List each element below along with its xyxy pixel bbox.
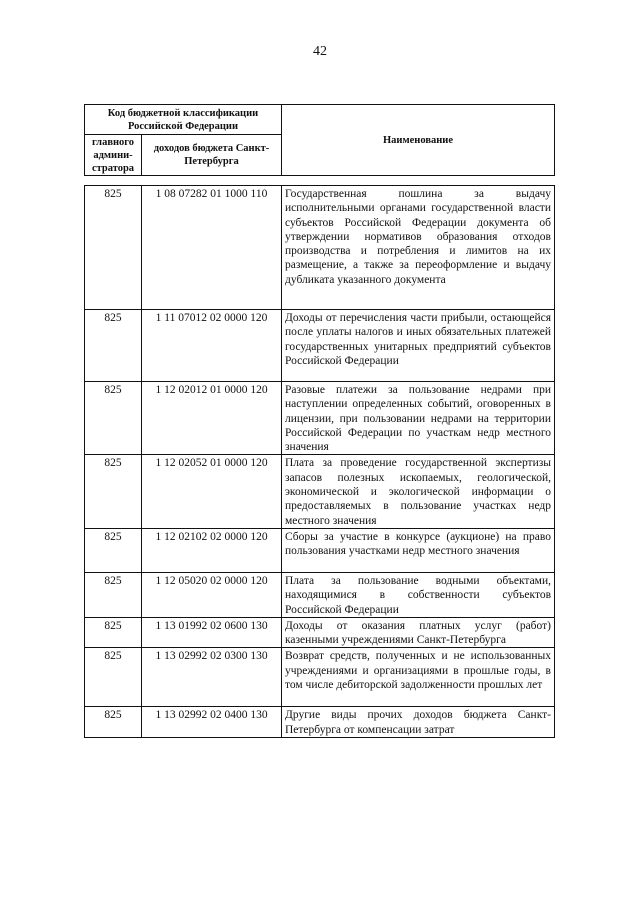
admin-code-cell: 825 [85, 528, 142, 572]
revenue-code-cell: 1 11 07012 02 0000 120 [142, 310, 282, 382]
admin-code-cell: 825 [85, 572, 142, 617]
name-cell: Государственная пошлина за выдачу исполнительными органами государственной власти субъектов Российской Федерации документа об утверждении нормативов образования отходов производства и потребления и лимитов на их размещение, а также за переоформление и выдачу дубликата указанного документа [282, 186, 555, 310]
revenue-code-cell: 1 12 02012 01 0000 120 [142, 382, 282, 455]
header-revenue-column: доходов бюджета Санкт-Петербурга [142, 135, 282, 176]
table-row [85, 617, 555, 648]
table-row [85, 382, 555, 455]
admin-code-cell: 825 [85, 648, 142, 707]
name-cell: Доходы от перечисления части прибыли, остающейся после уплаты налогов и иных обязательных платежей государственных унитарных предприятий субъектов Российской Федерации [282, 310, 555, 382]
page-number: 42 [313, 44, 327, 59]
admin-code-cell: 825 [85, 617, 142, 648]
revenue-code-cell: 1 12 02102 02 0000 120 [142, 528, 282, 572]
revenue-code-cell: 1 08 07282 01 1000 110 [142, 186, 282, 310]
admin-code-cell: 825 [85, 382, 142, 455]
name-cell: Сборы за участие в конкурсе (аукционе) на право пользования участками недр местного значения [282, 528, 555, 572]
revenue-table [84, 185, 555, 738]
table-row [85, 528, 555, 572]
table-row [85, 648, 555, 707]
table-row [85, 310, 555, 382]
name-cell: Доходы от оказания платных услуг (работ) казенными учреждениями Санкт-Петербурга [282, 617, 555, 648]
table-row [85, 455, 555, 528]
header-admin-column: главного админи-стратора [85, 135, 142, 176]
revenue-code-cell: 1 13 02992 02 0400 130 [142, 707, 282, 738]
name-cell: Возврат средств, полученных и не использованных учреждениями и организациями в прошлые годы, в том числе дебиторской задолженности прошлых лет [282, 648, 555, 707]
admin-code-cell: 825 [85, 186, 142, 310]
admin-code-cell: 825 [85, 707, 142, 738]
name-cell: Плата за проведение государственной экспертизы запасов полезных ископаемых, геологической, экономической и экологической информации о предоставляемых в пользование участках недр местного значения [282, 455, 555, 528]
table-row [85, 707, 555, 738]
revenue-code-cell: 1 13 02992 02 0300 130 [142, 648, 282, 707]
table-row [85, 572, 555, 617]
table-header [84, 104, 555, 176]
name-cell: Разовые платежи за пользование недрами при наступлении определенных событий, оговоренных в лицензии, при пользовании недрами на территории Российской Федерации по участкам недр местного значения [282, 382, 555, 455]
name-cell: Другие виды прочих доходов бюджета Санкт-Петербурга от компенсации затрат [282, 707, 555, 738]
name-cell: Плата за пользование водными объектами, находящимися в собственности субъектов Российской Федерации [282, 572, 555, 617]
revenue-code-cell: 1 13 01992 02 0600 130 [142, 617, 282, 648]
table-row [85, 186, 555, 310]
header-group-title: Код бюджетной классификации Российской Федерации [85, 105, 282, 135]
revenue-code-cell: 1 12 05020 02 0000 120 [142, 572, 282, 617]
revenue-code-cell: 1 12 02052 01 0000 120 [142, 455, 282, 528]
admin-code-cell: 825 [85, 310, 142, 382]
header-name-column: Наименование [282, 105, 555, 176]
admin-code-cell: 825 [85, 455, 142, 528]
